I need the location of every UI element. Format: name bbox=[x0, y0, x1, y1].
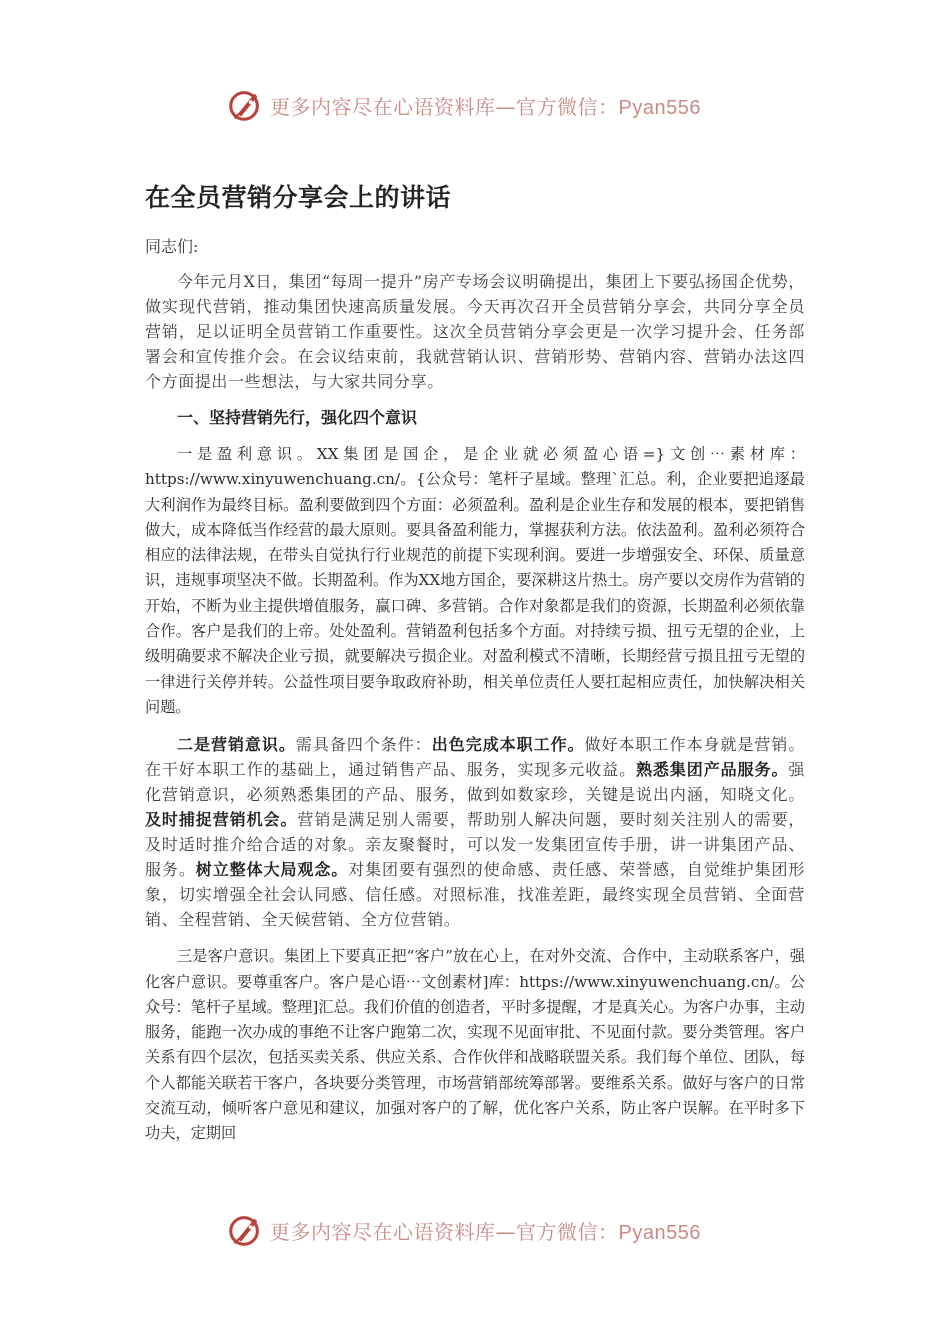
quill-logo-icon bbox=[226, 86, 264, 124]
banner-separator: — bbox=[495, 1219, 516, 1244]
bold-phrase: 二是营销意识。 bbox=[177, 735, 296, 755]
footer-banner bbox=[226, 1210, 726, 1250]
bold-phrase: 及时捕捉营销机会。 bbox=[145, 810, 298, 830]
banner-wechat-label: 官方微信： bbox=[516, 1219, 619, 1244]
banner-wechat-id: Pyan556 bbox=[618, 96, 701, 119]
document-body bbox=[145, 178, 805, 1147]
text-run: 需具备四个条件： bbox=[295, 735, 432, 755]
banner-text bbox=[270, 1216, 701, 1245]
greeting: 同志们: bbox=[145, 237, 199, 256]
bold-phrase: 出色完成本职工作。 bbox=[431, 735, 585, 755]
banner-slogan: 更多内容尽在心语资料库 bbox=[270, 1219, 496, 1244]
text-run: 强化营销意识，必须熟悉集团的产品、服务，做到如数家珍，关键是说出内涵，知晓文化。 bbox=[145, 760, 805, 805]
banner-wechat-label: 官方微信： bbox=[516, 94, 619, 119]
banner-wechat-id: Pyan556 bbox=[618, 1221, 701, 1244]
section-heading-1: 一、坚持营销先行，强化四个意识 bbox=[177, 408, 418, 427]
text-run: 做好本职工作本身就是营销。在干好本职工作的基础上，通过销售产品、服务，实现多元收益。 bbox=[145, 735, 805, 780]
paragraph-marketing bbox=[145, 732, 805, 932]
banner-separator: — bbox=[495, 94, 516, 119]
banner-text bbox=[270, 91, 701, 120]
bold-phrase: 熟悉集团产品服务。 bbox=[636, 760, 789, 780]
quill-logo-icon bbox=[226, 1211, 264, 1249]
paragraph-customer: 三是客户意识。集团上下要真正把“客户”放在心上，在对外交流、合作中，主动联系客户，强化客户意识。要尊重客户。客户是心语⋯文创素材]库：https://www.xinyuwenchuang.cn/。公众号：笔杆子星域。整理]汇总。我们价值的创造者，平时多提醒，才是真关心。为客户办事，主动服务，能跑一次办成的事绝不让客户跑第二次，实现不见面审批、不见面付款。要分类管理。客户关系有四个层次，包括买卖关系、供应关系、合作伙伴和战略联盟关系。我们每个单位、团队，每个人都能关联若干客户，各块要分类管理，市场营销部统筹部署。要维系关系。做好与客户的日常交流互动，倾听客户意见和建议，加强对客户的了解，优化客户关系，防止客户误解。在平时多下功夫，定期回 bbox=[145, 947, 805, 1143]
page-title: 在全员营销分享会上的讲话 bbox=[145, 183, 452, 212]
bold-phrase: 树立整体大局观念。 bbox=[195, 860, 349, 880]
intro-paragraph: 今年元月X日，集团“每周一提升”房产专场会议明确提出，集团上下要弘扬国企优势，做实现代营销，推动集团快速高质量发展。今天再次召开全员营销分享会，共同分享全员营销，足以证明全员营销工作重要性。这次全员营销分享会更是一次学习提升会、任务部署会和宣传推介会。在会议结束前，我就营销认识、营销形势、营销内容、营销办法这四个方面提出一些想法，与大家共同分享。 bbox=[145, 272, 805, 391]
text-run: 营销是满足别人需要，帮助别人解决问题，要时刻关注别人的需要，及时适时推介给合适的对象。亲友聚餐时，可以发一发集团宣传手册，讲一讲集团产品、服务。 bbox=[145, 810, 805, 880]
header-banner bbox=[226, 85, 726, 125]
banner-slogan: 更多内容尽在心语资料库 bbox=[270, 94, 496, 119]
paragraph-profit: 一是盈利意识。XX集团是国企，是企业就必须盈心语=}文创⋯素材库：https://www.xinyuwenchuang.cn/。{公众号：笔杆子星域。整理`汇总。利，企业要把追逐最大利润作为最终目标。盈利要做到四个方面：必须盈利。盈利是企业生存和发展的根本，要把销售做大，成本降低当作经营的最大原则。要具备盈利能力，掌握获利方法。依法盈利。盈利必须符合相应的法律法规，在带头自觉执行行业规范的前提下实现利润。要进一步增强安全、环保、质量意识，违规事项坚决不做。长期盈利。作为XX地方国企，要深耕这片热土。房产要以交房作为营销的开始，不断为业主提供增值服务，赢口碑、多营销。合作对象都是我们的资源，长期盈利必须依靠合作。客户是我们的上帝。处处盈利。营销盈利包括多个方面。对持续亏损、扭亏无望的企业，上级明确要求不解决企业亏损，就要解决亏损企业。对盈利模式不清晰，长期经营亏损且扭亏无望的一律进行关停并转。公益性项目要争取政府补助，相关单位责任人要扛起相应责任，加快解决相关问题。 bbox=[145, 445, 805, 716]
text-run: 对集团要有强烈的使命感、责任感、荣誉感，自觉维护集团形象，切实增强全社会认同感、信任感。对照标准，找准差距，最终实现全员营销、全面营销、全程营销、全天候营销、全方位营销。 bbox=[145, 860, 805, 930]
